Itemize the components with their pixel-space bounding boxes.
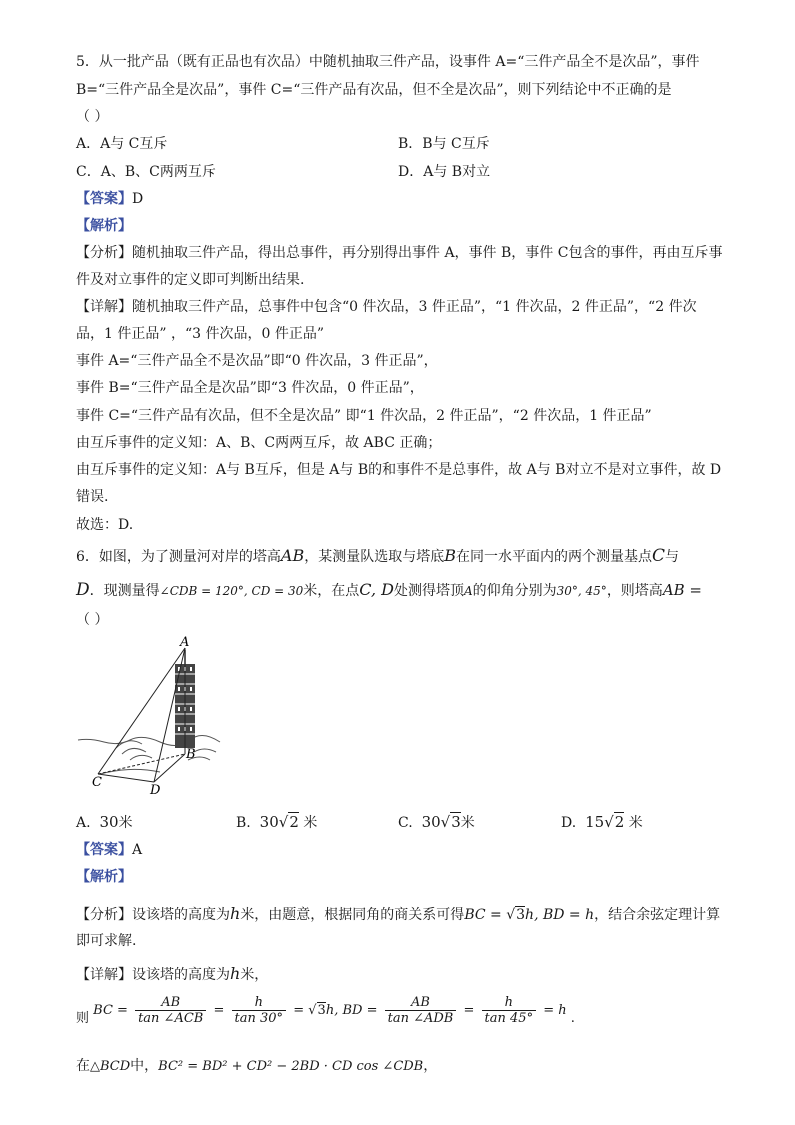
opt-radicand: 3 [451,813,461,831]
math-eq: = [293,1003,305,1018]
q6-text: 设该塔的高度为 [132,907,230,923]
q5-option-b: B．B与 C互斥 [398,136,490,152]
q5-answer [76,189,143,209]
answer-tag: 【答案】 [76,842,132,858]
q6-text: 中， [130,1058,159,1074]
q6-text: ，某测量队选取与塔底 [304,549,445,565]
q6-paren: （ ） [76,612,109,628]
q6-math-cd: C, D [359,580,394,599]
fraction-1 [135,995,206,1026]
opt-value: 15 [585,813,605,831]
opt-label: B. [236,815,251,831]
math-bc-eq: BC = [93,1003,128,1018]
math-h: h [230,904,241,923]
math-h: h [230,964,241,983]
math-bd-eq: h, BD = [325,1003,378,1018]
q5-conclusion: 故选：D. [76,517,134,533]
xiangjie-tag: 【详解】 [76,967,132,983]
frac-num: h [482,995,537,1011]
q6-option-c: C. 30√3米 [398,813,475,831]
q6-text: ．现测量得 [89,583,160,599]
q6-text: 米，在点 [303,583,360,599]
q5-detail-line7: 由互斥事件的定义知：A与 B互斥，但是 A与 B的和事件不是总事件，故 A与 B对立不是对立事件，故 D [76,462,722,478]
q5-option-c: C．A、B、C两两互斥 [76,164,216,180]
q6-math-d: D [76,580,90,600]
math-eq: = [463,1003,475,1018]
q6-text: 在 [76,1058,90,1074]
q5-detail-line2: 品，1 件正品” ，“3 件次品，0 件正品” [76,326,324,342]
opt-value: 30 [99,813,119,831]
xiangjie-tag: 【详解】 [76,299,132,315]
q6-math-ab: AB [280,546,305,565]
detail-text: 随机抽取三件产品，总事件中包含“0 件次品，3 件正品”，“1 件次品，2 件正品”，“2 件次 [132,299,697,315]
q6-text: 设该塔的高度为 [132,967,230,983]
q5-detail-line1 [76,297,697,317]
q6-detail-cosine [76,1056,437,1077]
q5-stem-line2: B=“三件产品全是次品”，事件 C=“三件产品有次品，但不全是次品”，则下列结论中不正确的是 [76,82,672,98]
q6-option-b: B. 30√2 米 [236,813,318,831]
q6-math-a: A [463,584,473,598]
q6-stem-line1 [76,546,679,567]
q5-detail-line3: 事件 A=“三件产品全不是次品”即“0 件次品，3 件正品”， [76,353,438,369]
opt-label: C. [398,815,413,831]
fraction-3 [385,995,457,1026]
q6-text: ，结合余弦定理计算 [594,907,721,923]
math-bc: BC = [464,907,507,923]
q6-analysis-tag [76,867,132,887]
opt-unit: 米 [460,815,475,831]
q6-text: 在同一水平面内的两个测量基点 [456,549,652,565]
tower-figure [70,636,230,796]
point-c-label: C [92,775,102,790]
answer-tag: 【答案】 [76,191,132,207]
point-a-label: A [180,636,190,650]
q6-fenxi-line2: 即可求解. [76,933,137,949]
q6-detail-line1 [76,964,268,985]
analysis-tag: 【解析】 [76,869,132,885]
frac-den: tan 30° [234,1011,284,1026]
q6-text: . [570,1011,575,1026]
frac-num: AB [385,995,457,1011]
fenxi-tag: 【分析】 [76,245,132,261]
q6-math-ab-eq: AB = [662,581,703,599]
q6-text: 则 [76,1011,90,1026]
fraction-2 [232,995,287,1026]
frac-num: AB [135,995,206,1011]
math-radicand: 3 [317,1003,326,1018]
opt-unit: 米 [118,815,133,831]
q5-detail-line5: 事件 C=“三件产品有次品，但不全是次品” 即“1 件次品，2 件正品”，“2 件次品，1 件正品” [76,408,652,424]
q6-math-b: B [444,546,456,565]
q6-equation: 则 BC = $\frac{AB}{\text{tan ∠ACB}}$ = $\frac{h}{\tan 30^\circ}$ = √3h, BD = $\frac{AB}{\text{tan ∠ADB}}$ = $\frac{h}{\tan 45^\circ}$ = h . [76,995,575,1026]
q5-fenxi-line2: 件及对立事件的定义即可判断出结果. [76,272,305,288]
q5-option-d: D．A与 B对立 [398,164,491,180]
math-bd: h, BD = h [525,907,595,923]
q5-detail-line4: 事件 B=“三件产品全是次品”即“3 件次品，0 件正品”， [76,380,424,396]
answer-value: D [132,191,144,207]
q6-option-d: D. 15√2 米 [561,813,643,831]
fenxi-text: 随机抽取三件产品，得出总事件，再分别得出事件 A，事件 B，事件 C包含的事件，再由互斥事 [132,245,723,261]
opt-value: 30 [259,813,279,831]
answer-value: A [132,842,143,858]
q5-analysis-tag [76,216,132,236]
math-cosine-law: BC² = BD² + CD² − 2BD · CD cos ∠CDB [158,1059,424,1074]
opt-unit: 米 [303,815,318,831]
q5-paren: （ ） [76,109,109,125]
analysis-tag: 【解析】 [76,218,132,234]
q6-math-angle: ∠CDB = 120°, CD = 30 [159,584,304,598]
opt-radicand: 2 [289,813,299,831]
math-eq: = [213,1003,225,1018]
point-b-label: B [186,747,196,762]
q6-fenxi-line1: 【分析】设该塔的高度为h米，由题意，根据同角的商关系可得BC = √3h, BD = h，结合余弦定理计算 [76,904,721,923]
q6-text: 与 [665,549,680,565]
q6-answer [76,840,142,860]
frac-den: tan 45° [484,1011,534,1026]
fraction-4 [482,995,537,1026]
q5-detail-line6: 由互斥事件的定义知：A、B、C两两互斥，故 ABC 正确； [76,435,442,451]
q5-option-a: A．A与 C互斥 [76,136,168,152]
point-d-label: D [150,783,161,796]
q6-math-angles: 30°, 45° [556,584,607,598]
q6-text: 6．如图，为了测量河对岸的塔高 [76,549,281,565]
q6-text: 处测得塔顶 [393,583,464,599]
q6-text: ， [423,1058,438,1074]
fenxi-tag: 【分析】 [76,907,132,923]
frac-den: tan ∠ACB [138,1011,204,1026]
triangle-lines [98,648,185,782]
q6-math-c: C [652,546,666,566]
opt-label: A. [76,815,91,831]
q5-detail-line8: 错误. [76,489,109,505]
q6-stem-line2 [76,580,702,601]
math-triangle: △BCD [90,1059,131,1074]
q5-stem-line1: 5．从一批产品（既有正品也有次品）中随机抽取三件产品，设事件 A=“三件产品全不是次品”，事件 [76,54,700,70]
opt-label: D. [561,815,577,831]
q6-text: 米，由题意，根据同角的商关系可得 [240,907,465,923]
opt-value: 30 [421,813,441,831]
frac-den: tan ∠ADB [387,1011,454,1026]
frac-num: h [232,995,287,1011]
math-radicand: 3 [516,907,526,923]
opt-unit: 米 [628,815,643,831]
q5-fenxi-line1 [76,243,722,263]
math-eq-h: = h [543,1003,567,1018]
river-waves [78,735,220,774]
opt-radicand: 2 [614,813,625,831]
q6-text: 米， [240,967,269,983]
q6-text: ，则塔高 [606,583,663,599]
q6-text: 的仰角分别为 [472,583,557,599]
q6-option-a [76,812,133,833]
